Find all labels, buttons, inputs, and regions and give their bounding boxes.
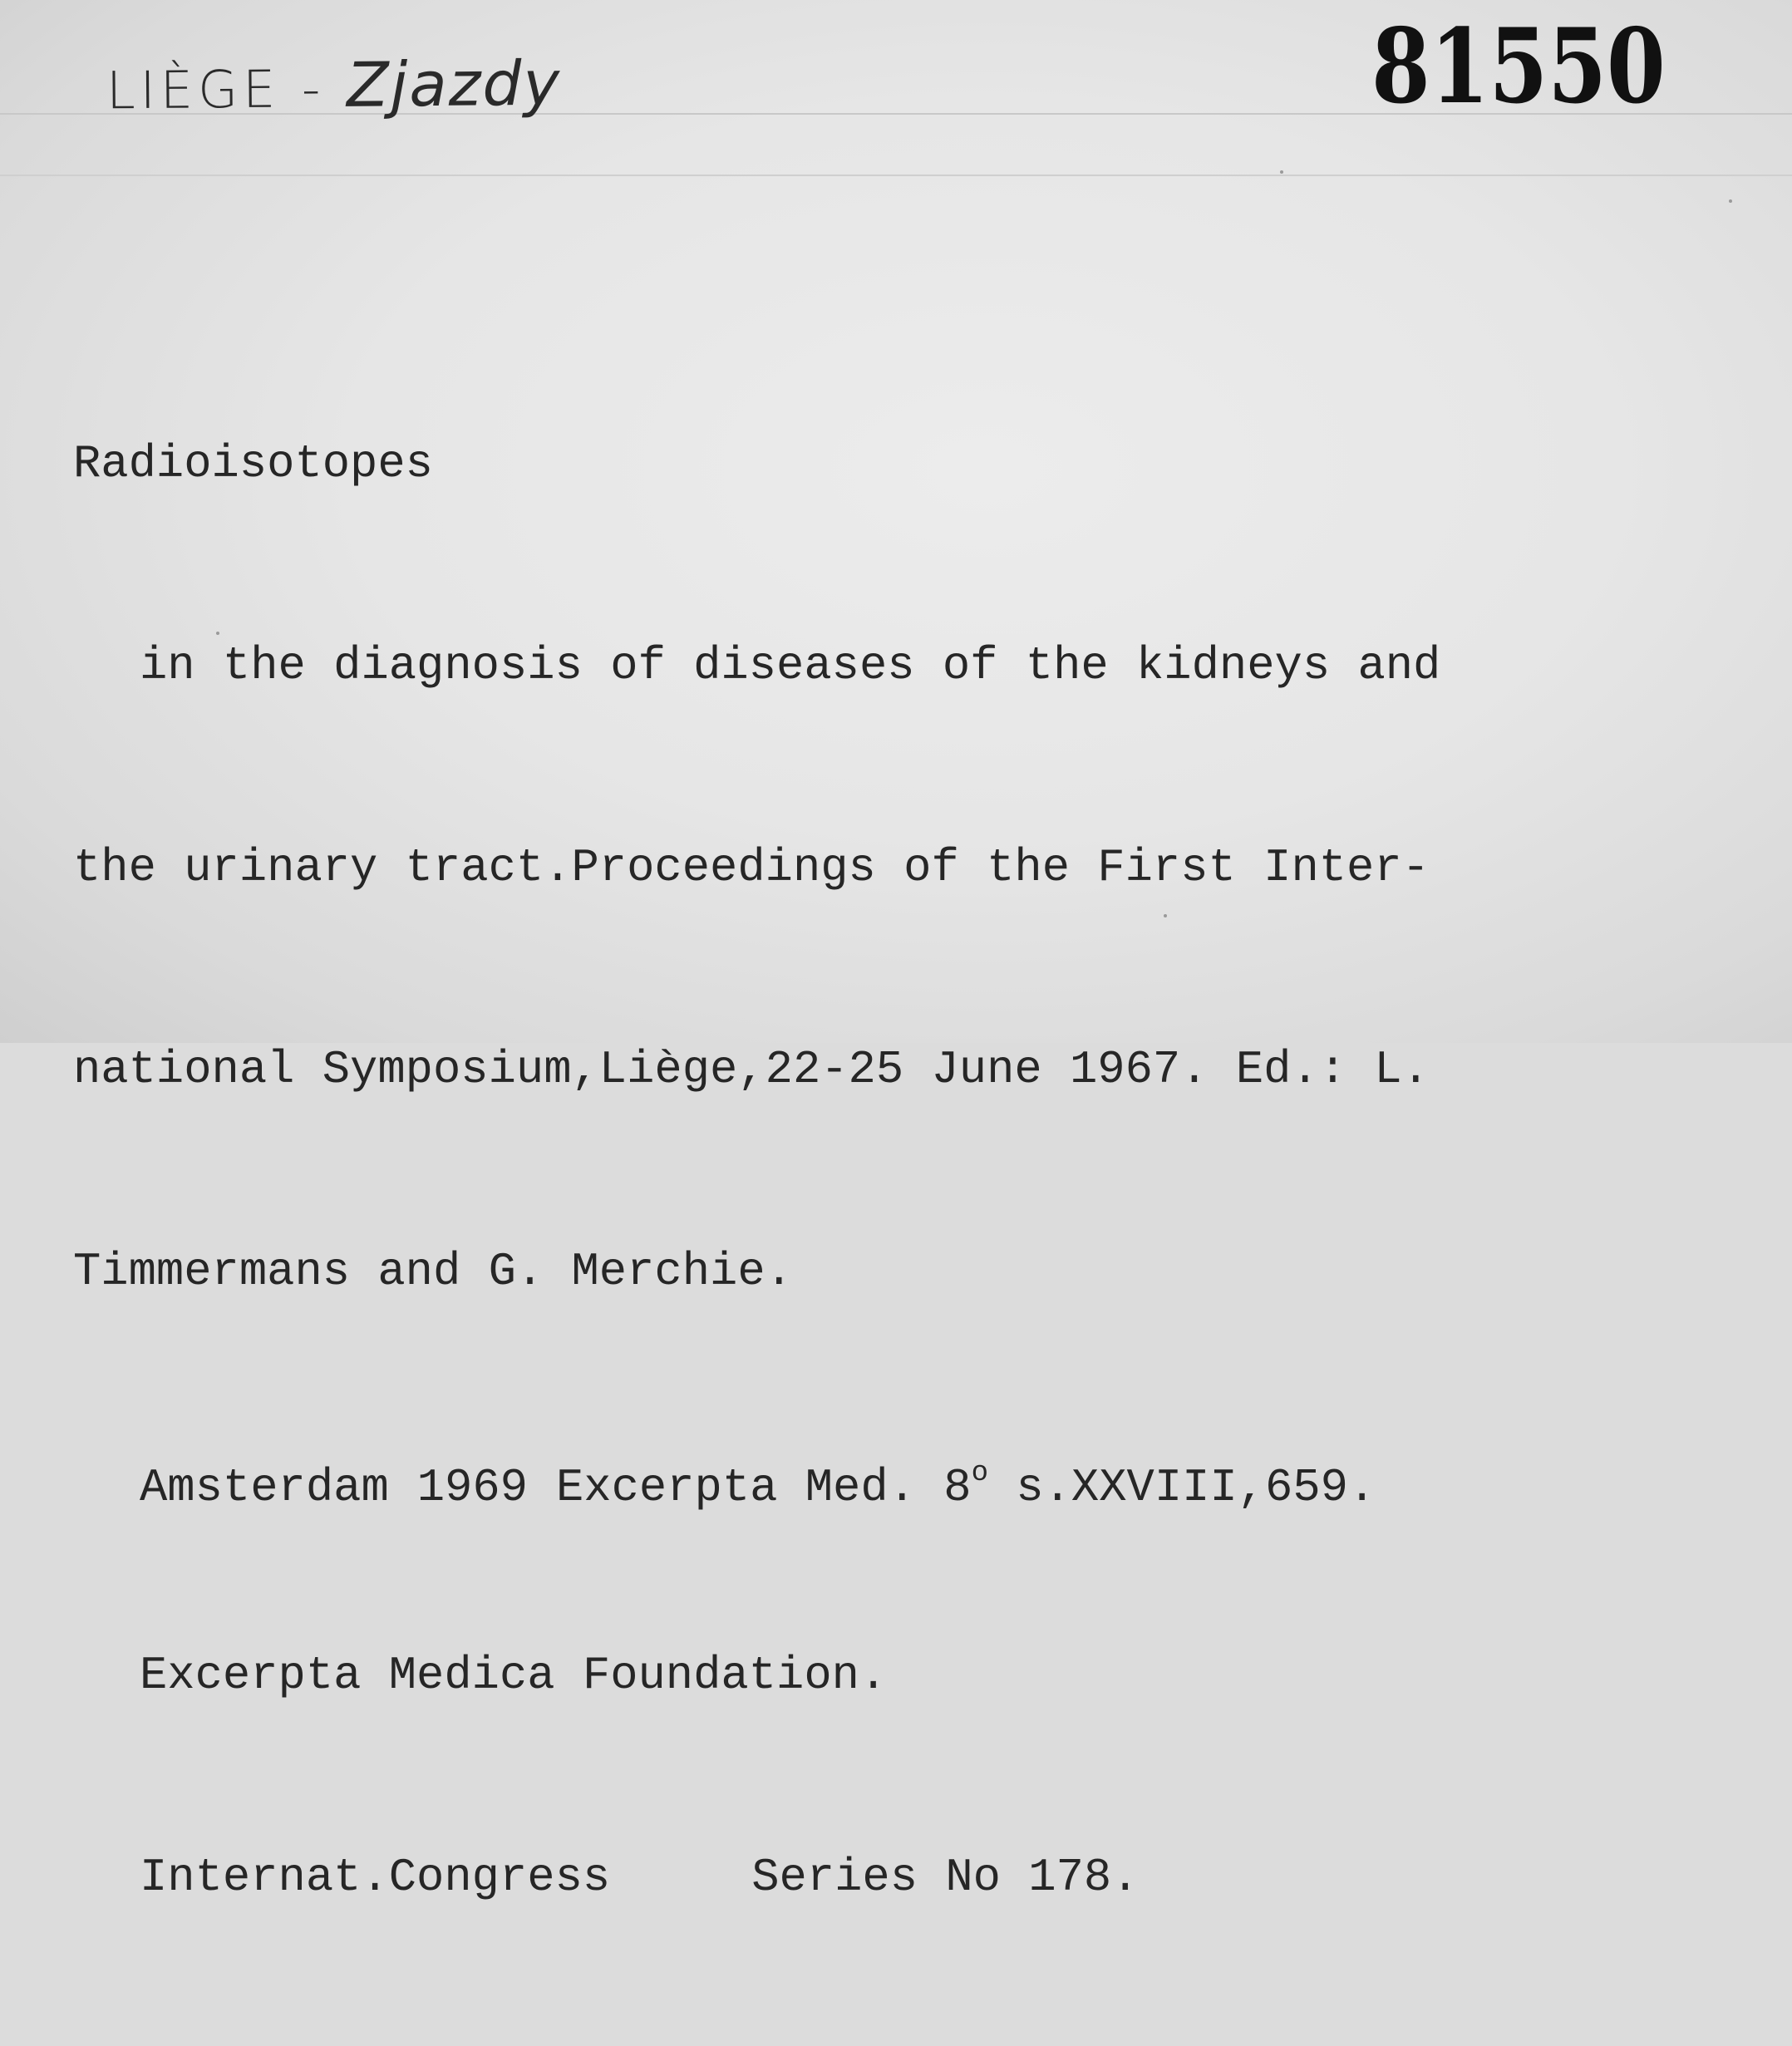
paper-speck [1729, 199, 1732, 203]
ruled-line-second [0, 175, 1792, 176]
imprint-publisher: Excerpta Med. [555, 1462, 916, 1514]
series-line [73, 1844, 1440, 1911]
card-number-stamp: 81550 [1371, 7, 1666, 127]
title-line-2: the urinary tract.Proceedings of the First Inter- [73, 842, 1430, 894]
series-prefix: Internat.Congress [140, 1852, 611, 1904]
title-line-4: Timmermans and G. Merchie. [73, 1246, 793, 1298]
publisher-line: Excerpta Medica Foundation. [140, 1650, 888, 1702]
series-name: Series No 178. [751, 1852, 1140, 1904]
title-line-3: national Symposium,Liège,22-25 June 1967. Ed.: L. [73, 1044, 1430, 1096]
imprint-year: 1969 [416, 1462, 528, 1514]
imprint-format: 8 [943, 1462, 972, 1514]
imprint-line [73, 1440, 1440, 1514]
paper-speck [1280, 170, 1283, 174]
heading-place: LIÈGE - [106, 58, 326, 121]
handwritten-heading [106, 48, 562, 124]
subject-line: Radioisotopes [73, 438, 433, 490]
imprint-format-superscript: o [971, 1458, 988, 1489]
paper-speck [1164, 914, 1167, 917]
bibliographic-entry [73, 296, 1440, 2046]
imprint-pages: s.XXVIII,659. [1016, 1462, 1376, 1514]
heading-topic: Zjazdy [346, 47, 562, 121]
paper-speck [216, 632, 219, 635]
title-line-1: in the diagnosis of diseases of the kidneys and [140, 640, 1441, 692]
imprint-place: Amsterdam [140, 1462, 389, 1514]
